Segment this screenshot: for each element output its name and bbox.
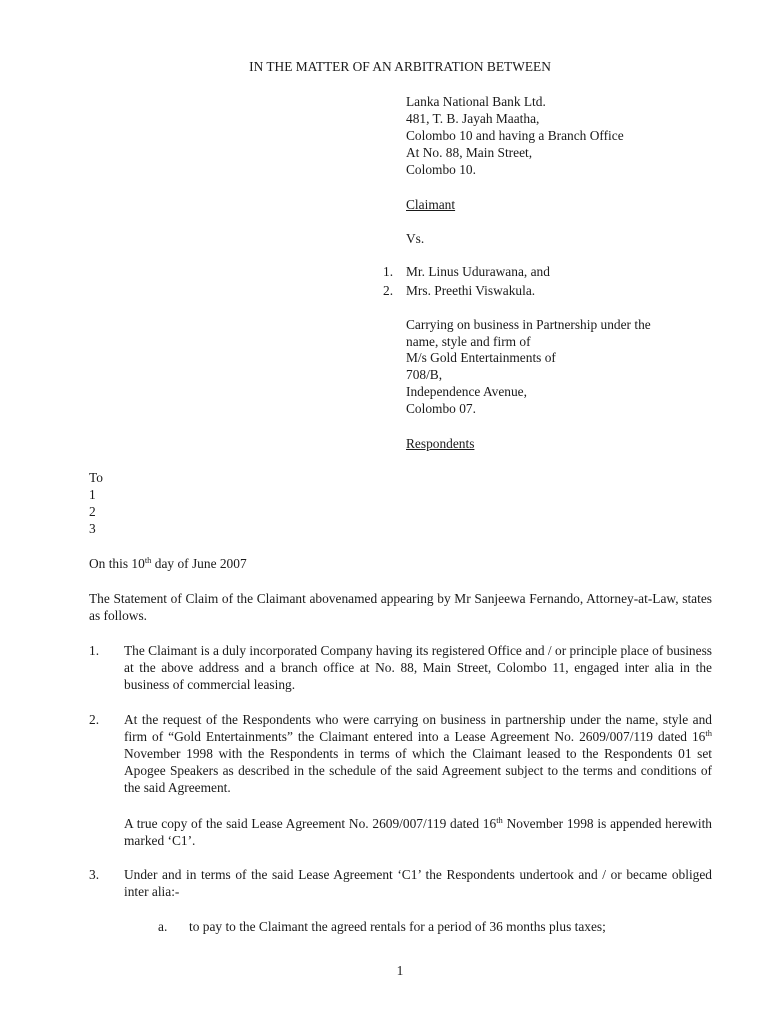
- respondent-number: 1.: [383, 264, 394, 279]
- paragraph-number: 1.: [89, 643, 100, 658]
- claimant-address-line: Colombo 10.: [406, 162, 476, 177]
- business-line: 708/B,: [406, 367, 443, 382]
- to-line: 1: [89, 487, 96, 502]
- paragraph-text-part: A true copy of the said Lease Agreement No. 2609/007/119 dated 16: [124, 816, 497, 831]
- paragraph-number: 3.: [89, 867, 100, 882]
- date-text: day of June 2007: [151, 556, 247, 571]
- paragraph-text-part: November 1998 is appended herewith marked ‘C1’.: [124, 816, 712, 848]
- respondent-name: Mr. Linus Udurawana, and: [406, 264, 550, 279]
- respondent-name: Mrs. Preethi Viswakula.: [406, 283, 536, 298]
- paragraph-text: Under and in terms of the said Lease Agreement ‘C1’ the Respondents undertook and / or became obliged inter alia:-: [124, 867, 712, 899]
- claimant-label: Claimant: [406, 197, 456, 212]
- page-number: 1: [396, 963, 404, 978]
- claimant-address-line: Lanka National Bank Ltd.: [406, 94, 546, 109]
- claimant-address-line: Colombo 10 and having a Branch Office: [406, 128, 624, 143]
- sub-item-letter: a.: [158, 919, 168, 934]
- paragraph-text: [124, 711, 712, 796]
- respondents-label: Respondents: [406, 436, 475, 451]
- to-line: To: [89, 470, 103, 485]
- versus-label: Vs.: [406, 231, 425, 246]
- claimant-address-line: 481, T. B. Jayah Maatha,: [406, 111, 540, 126]
- ordinal-suffix: th: [496, 815, 503, 825]
- paragraph-number: 2.: [89, 712, 100, 727]
- ordinal-suffix: th: [705, 728, 712, 738]
- business-line: Colombo 07.: [406, 401, 476, 416]
- business-line: Carrying on business in Partnership under the: [406, 317, 651, 332]
- date-line: [89, 555, 247, 572]
- business-line: name, style and firm of: [406, 334, 531, 349]
- to-line: 2: [89, 504, 96, 519]
- date-suffix: th: [144, 555, 152, 565]
- document-heading: IN THE MATTER OF AN ARBITRATION BETWEEN: [249, 59, 551, 74]
- paragraph-text: [124, 815, 712, 849]
- to-line: 3: [89, 521, 96, 536]
- statement-intro: The Statement of Claim of the Claimant abovenamed appearing by Mr Sanjeewa Fernando, Attorney-at-Law, states as follows.: [89, 591, 712, 623]
- paragraph-text-part: November 1998 with the Respondents in terms of which the Claimant leased to the Respondents 01 set Apogee Speakers as described in the schedule of the said Agreement subject to the terms and conditions of the said Agreement.: [124, 746, 712, 795]
- claimant-address-line: At No. 88, Main Street,: [406, 145, 533, 160]
- date-text: On this 10: [89, 556, 145, 571]
- business-line: M/s Gold Entertainments of: [406, 350, 556, 365]
- sub-item-text: to pay to the Claimant the agreed rentals for a period of 36 months plus taxes;: [189, 919, 606, 934]
- paragraph-text: The Claimant is a duly incorporated Company having its registered Office and / or principle place of business at the above address and a branch office at No. 88, Main Street, Colombo 11, engaged inter alia in the business of commercial leasing.: [124, 643, 712, 692]
- paragraph-text-part: At the request of the Respondents who were carrying on business in partnership under the name, style and firm of “Gold Entertainments” the Claimant entered into a Lease Agreement No. 2609/007/119 dated 16: [124, 712, 712, 744]
- business-line: Independence Avenue,: [406, 384, 527, 399]
- respondent-number: 2.: [383, 283, 394, 298]
